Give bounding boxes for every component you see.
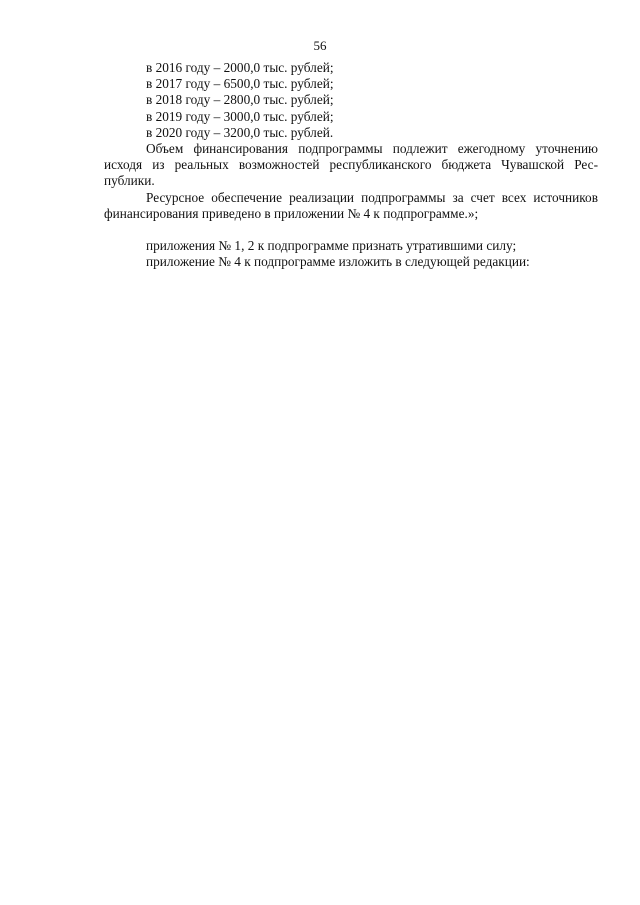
paragraph-resources-line-2: финансирования приведено в приложении № 4 к подпрограмме.»; (104, 205, 479, 221)
funding-year-2017: в 2017 году – 6500,0 тыс. рублей; (146, 76, 334, 92)
amendment-appendices-void: приложения № 1, 2 к подпрограмме признать утратившими силу; (146, 238, 517, 254)
paragraph-funding-volume-line-1: Объем финансирования подпрограммы подлежит ежегодному уточнению (146, 141, 598, 157)
funding-year-2018: в 2018 году – 2800,0 тыс. рублей; (146, 92, 334, 108)
document-body (104, 60, 598, 270)
amendment-appendix-4-new-edition: приложение № 4 к подпрограмме изложить в следующей редакции: (146, 254, 530, 270)
paragraph-gap (104, 222, 598, 238)
paragraph-resources (104, 190, 598, 222)
paragraph-funding-volume-line-3: публики. (104, 173, 155, 189)
funding-year-2020: в 2020 году – 3200,0 тыс. рублей. (146, 124, 334, 140)
amendments-list (104, 238, 598, 270)
page-number: 56 (313, 38, 327, 53)
paragraph-funding-volume (104, 141, 598, 190)
funding-year-2019: в 2019 году – 3000,0 тыс. рублей; (146, 108, 334, 124)
funding-year-2016: в 2016 году – 2000,0 тыс. рублей; (146, 60, 334, 75)
paragraph-funding-volume-line-2: исходя из реальных возможностей республиканского бюджета Чувашской Рес- (104, 157, 598, 173)
funding-by-year-list (104, 60, 598, 141)
paragraph-resources-line-1: Ресурсное обеспечение реализации подпрограммы за счет всех источников (146, 189, 598, 205)
